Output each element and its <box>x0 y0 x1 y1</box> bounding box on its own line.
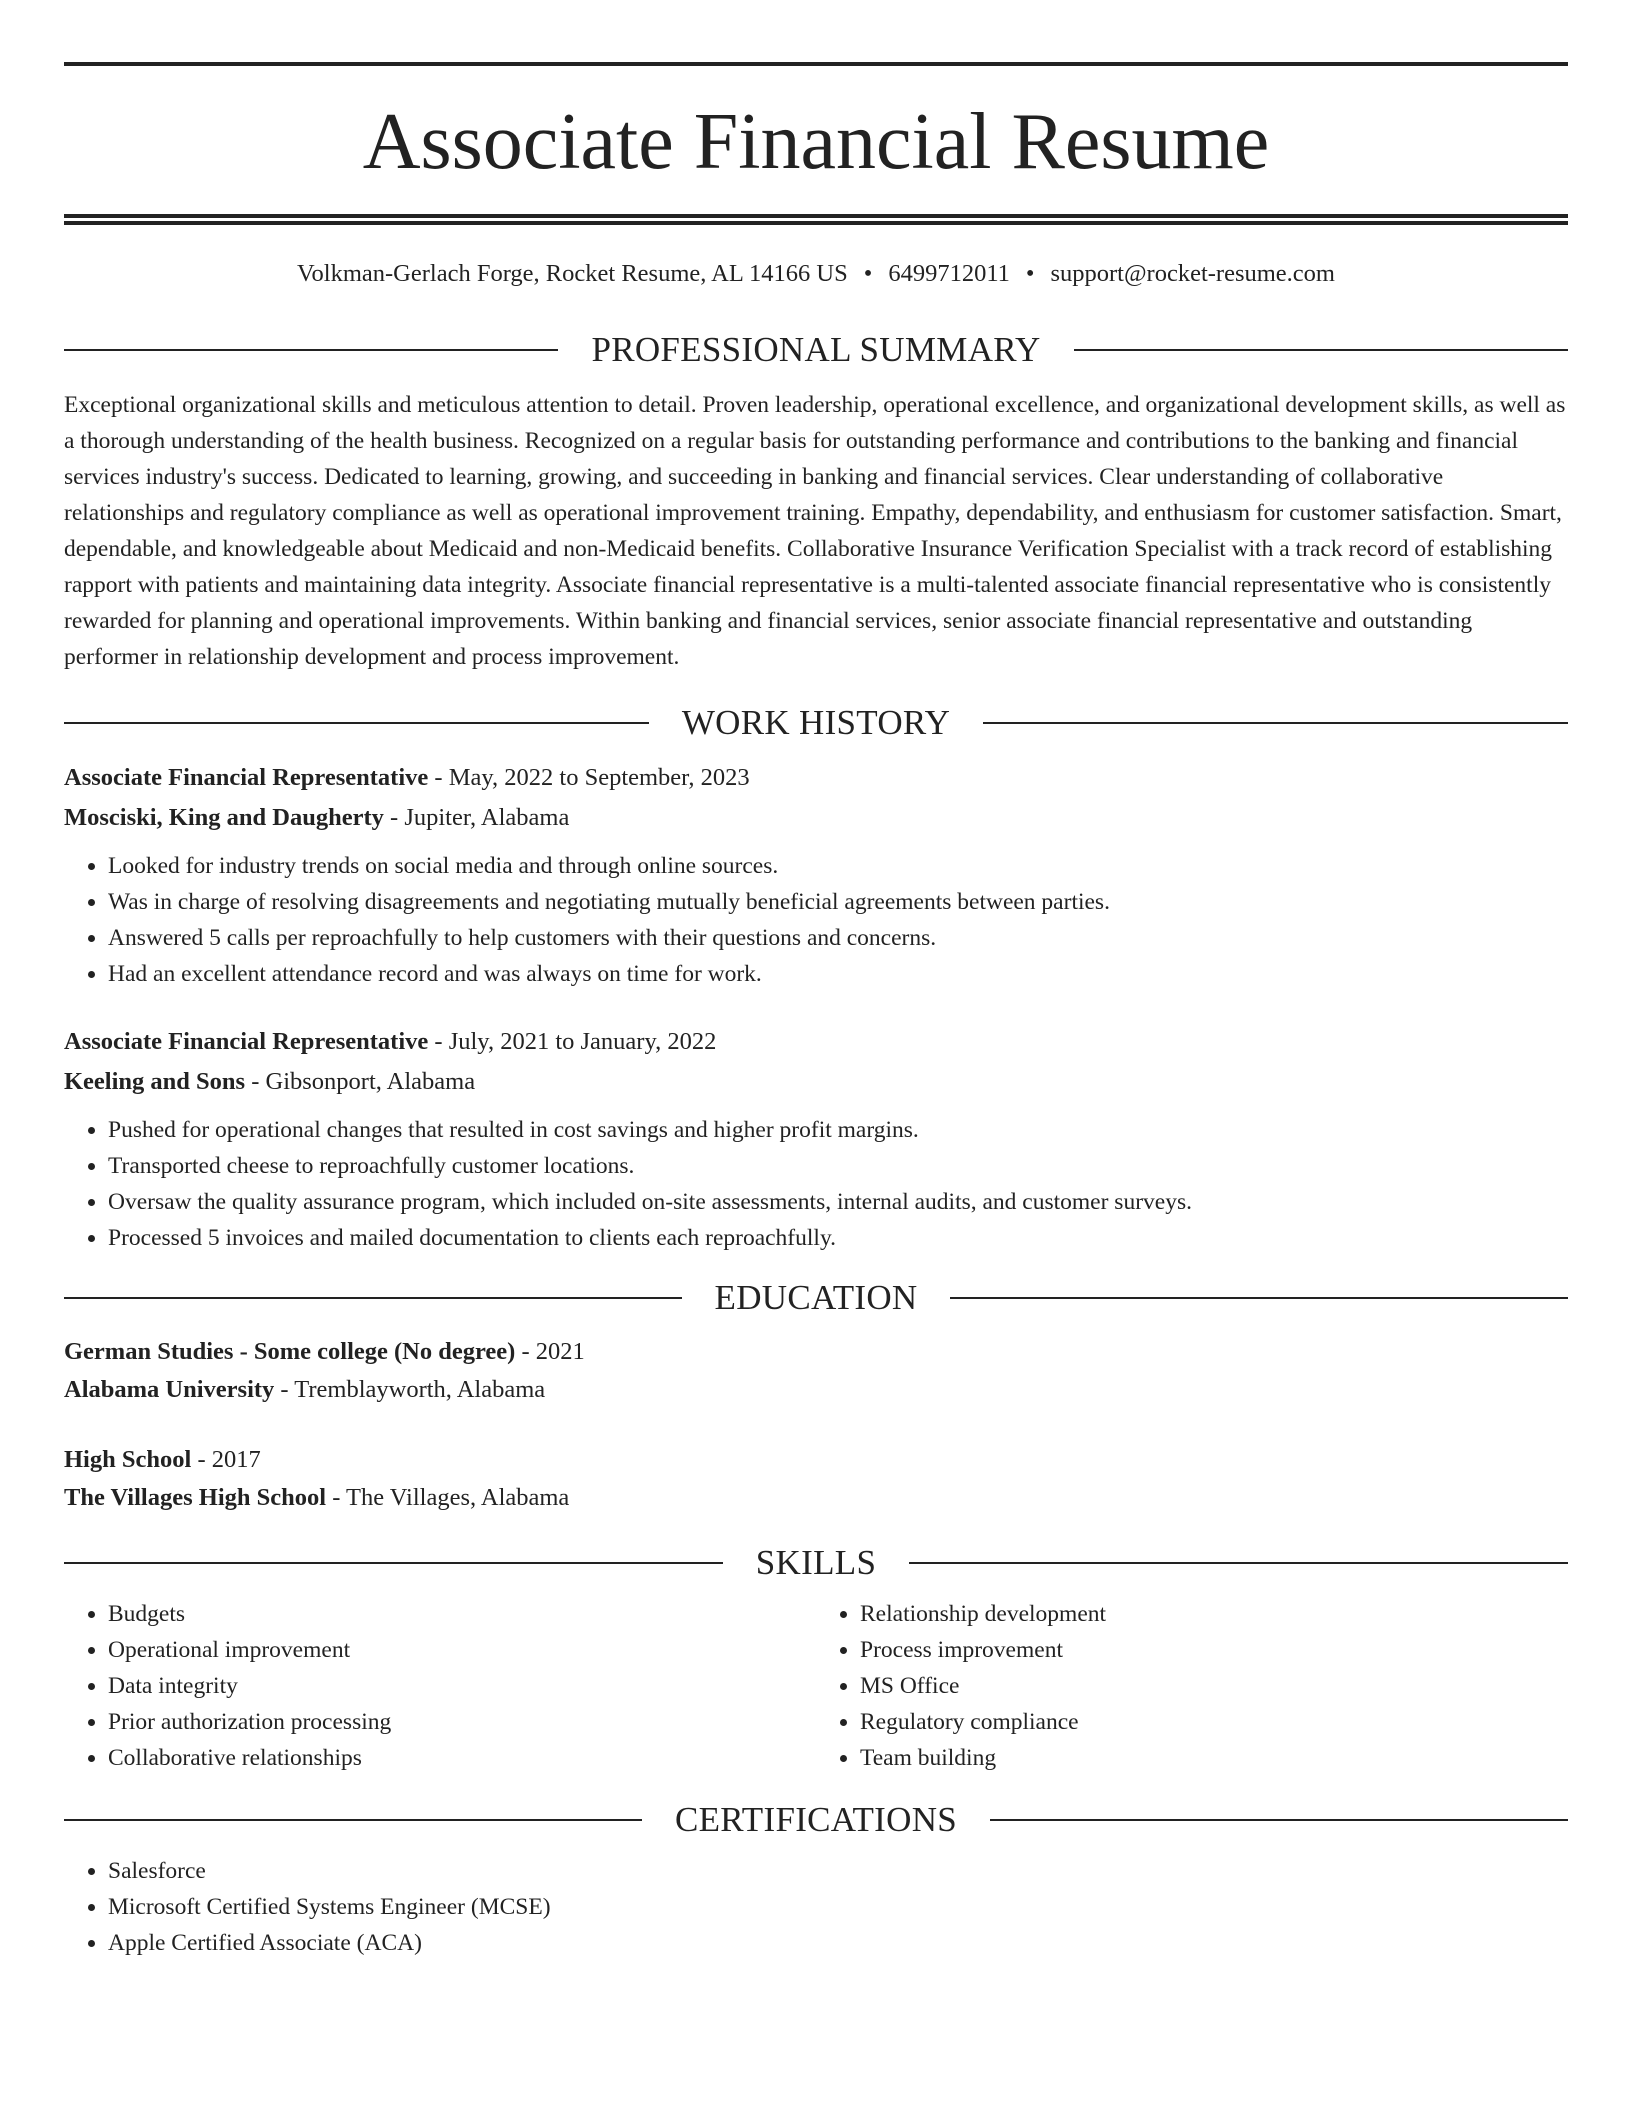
certifications-list <box>64 1853 1568 1961</box>
skill-item: • Budgets <box>108 1596 816 1632</box>
job-location: - Gibsonport, Alabama <box>245 1068 476 1096</box>
skill-item: • Data integrity <box>108 1668 816 1704</box>
section-rule <box>983 722 1568 724</box>
job-bullet: • Looked for industry trends on social media and through online sources. <box>108 848 1568 884</box>
skill-item: • MS Office <box>860 1668 1568 1704</box>
education-degree-line <box>64 1333 1568 1371</box>
job-dates: - July, 2021 to January, 2022 <box>428 1028 717 1056</box>
education-degree: German Studies - Some college (No degree) <box>64 1338 516 1366</box>
header-top-rule <box>64 62 1568 66</box>
education-school-line <box>64 1479 1568 1517</box>
skill-item: • Operational improvement <box>108 1632 816 1668</box>
skills-columns <box>64 1596 1568 1776</box>
summary-text: Exceptional organizational skills and meticulous attention to detail. Proven leadership, operational excellence, and organizational development skills, as well as a thorough understanding of the health business. Recognized on a regular basis for outstanding performance and contributions to the banking and financial services industry's success. Dedicated to learning, growing, and succeeding in banking and financial services. Clear understanding of collaborative relationships and regulatory compliance as well as operational improvement training. Empathy, dependability, and enthusiasm for customer satisfaction. Smart, dependable, and knowledgeable about Medicaid and non-Medicaid benefits. Collaborative Insurance Verification Specialist with a track record of establishing rapport with patients and maintaining data integrity. Associate financial representative is a multi-talented associate financial representative who is consistently rewarded for planning and operational improvements. Within banking and financial services, senior associate financial representative and outstanding performer in relationship development and process improvement. <box>64 392 1566 671</box>
certifications-section-header <box>64 1800 1568 1840</box>
skills-list-right <box>816 1596 1568 1776</box>
work-section-title: WORK HISTORY <box>681 703 951 743</box>
job-location: - Jupiter, Alabama <box>383 804 570 832</box>
job-bullet: • Processed 5 invoices and mailed documentation to clients each reproachfully. <box>108 1220 1568 1256</box>
skill-item: • Collaborative relationships <box>108 1740 816 1776</box>
education-degree: High School <box>64 1446 192 1474</box>
skill-item: • Relationship development <box>860 1596 1568 1632</box>
summary-section-title: PROFESSIONAL SUMMARY <box>591 330 1041 370</box>
job-company-line <box>64 798 1568 838</box>
skill-item: • Regulatory compliance <box>860 1704 1568 1740</box>
job-company: Keeling and Sons <box>64 1068 246 1096</box>
education-year: - 2017 <box>191 1446 261 1474</box>
job-title-line <box>64 758 1568 798</box>
certification-item: • Apple Certified Associate (ACA) <box>108 1925 1568 1961</box>
section-rule <box>990 1819 1568 1821</box>
education-year: - 2021 <box>515 1338 585 1366</box>
section-rule <box>909 1562 1568 1564</box>
contact-separator: • <box>863 260 873 287</box>
job-bullet: • Oversaw the quality assurance program, which included on-site assessments, internal audits, and customer surveys. <box>108 1184 1568 1220</box>
education-school-line <box>64 1371 1568 1409</box>
certifications-section-title: CERTIFICATIONS <box>674 1800 958 1840</box>
education-section-header <box>64 1278 1568 1318</box>
section-rule <box>64 1562 723 1564</box>
skill-item: • Process improvement <box>860 1632 1568 1668</box>
education-location: - The Villages, Alabama <box>326 1484 570 1512</box>
job-title: Associate Financial Representative <box>64 1028 429 1056</box>
skill-item: • Team building <box>860 1740 1568 1776</box>
job-bullets <box>64 1112 1568 1256</box>
job-entry <box>64 758 1568 992</box>
job-dates: - May, 2022 to September, 2023 <box>428 764 750 792</box>
education-section-title: EDUCATION <box>714 1278 918 1318</box>
education-degree-line <box>64 1441 1568 1479</box>
work-section-header <box>64 703 1568 743</box>
skills-section-header <box>64 1543 1568 1583</box>
job-company-line <box>64 1062 1568 1102</box>
contact-phone: 6499712011 <box>888 260 1010 287</box>
contact-address: Volkman-Gerlach Forge, Rocket Resume, AL 14166 US <box>297 260 848 287</box>
resume-title: Associate Financial Resume <box>362 98 1270 186</box>
section-rule <box>64 722 649 724</box>
job-bullet: • Had an excellent attendance record and was always on time for work. <box>108 956 1568 992</box>
section-rule <box>1074 349 1568 351</box>
skills-list-left <box>64 1596 816 1776</box>
education-entry <box>64 1333 1568 1409</box>
summary-section-header <box>64 330 1568 370</box>
education-entry <box>64 1441 1568 1517</box>
job-bullets <box>64 848 1568 992</box>
job-company: Mosciski, King and Daugherty <box>64 804 384 832</box>
resume-page <box>64 62 1568 1961</box>
section-rule <box>64 349 558 351</box>
skill-item: • Prior authorization processing <box>108 1704 816 1740</box>
certification-item: • Microsoft Certified Systems Engineer (MCSE) <box>108 1889 1568 1925</box>
contact-separator: • <box>1025 260 1035 287</box>
job-title-line <box>64 1022 1568 1062</box>
header-double-rule <box>64 214 1568 225</box>
section-rule <box>950 1297 1568 1299</box>
section-rule <box>64 1297 682 1299</box>
job-bullet: • Answered 5 calls per reproachfully to help customers with their questions and concerns. <box>108 920 1568 956</box>
education-location: - Tremblayworth, Alabama <box>274 1376 546 1404</box>
job-bullet: • Pushed for operational changes that resulted in cost savings and higher profit margins. <box>108 1112 1568 1148</box>
section-rule <box>64 1819 642 1821</box>
education-school: The Villages High School <box>64 1484 327 1512</box>
job-bullet: • Transported cheese to reproachfully customer locations. <box>108 1148 1568 1184</box>
job-entry <box>64 1022 1568 1256</box>
education-school: Alabama University <box>64 1376 275 1404</box>
skills-section-title: SKILLS <box>755 1543 877 1583</box>
contact-line <box>64 259 1568 288</box>
job-bullet: • Was in charge of resolving disagreements and negotiating mutually beneficial agreements between parties. <box>108 884 1568 920</box>
job-title: Associate Financial Representative <box>64 764 429 792</box>
certification-item: • Salesforce <box>108 1853 1568 1889</box>
contact-email: support@rocket-resume.com <box>1050 260 1335 287</box>
